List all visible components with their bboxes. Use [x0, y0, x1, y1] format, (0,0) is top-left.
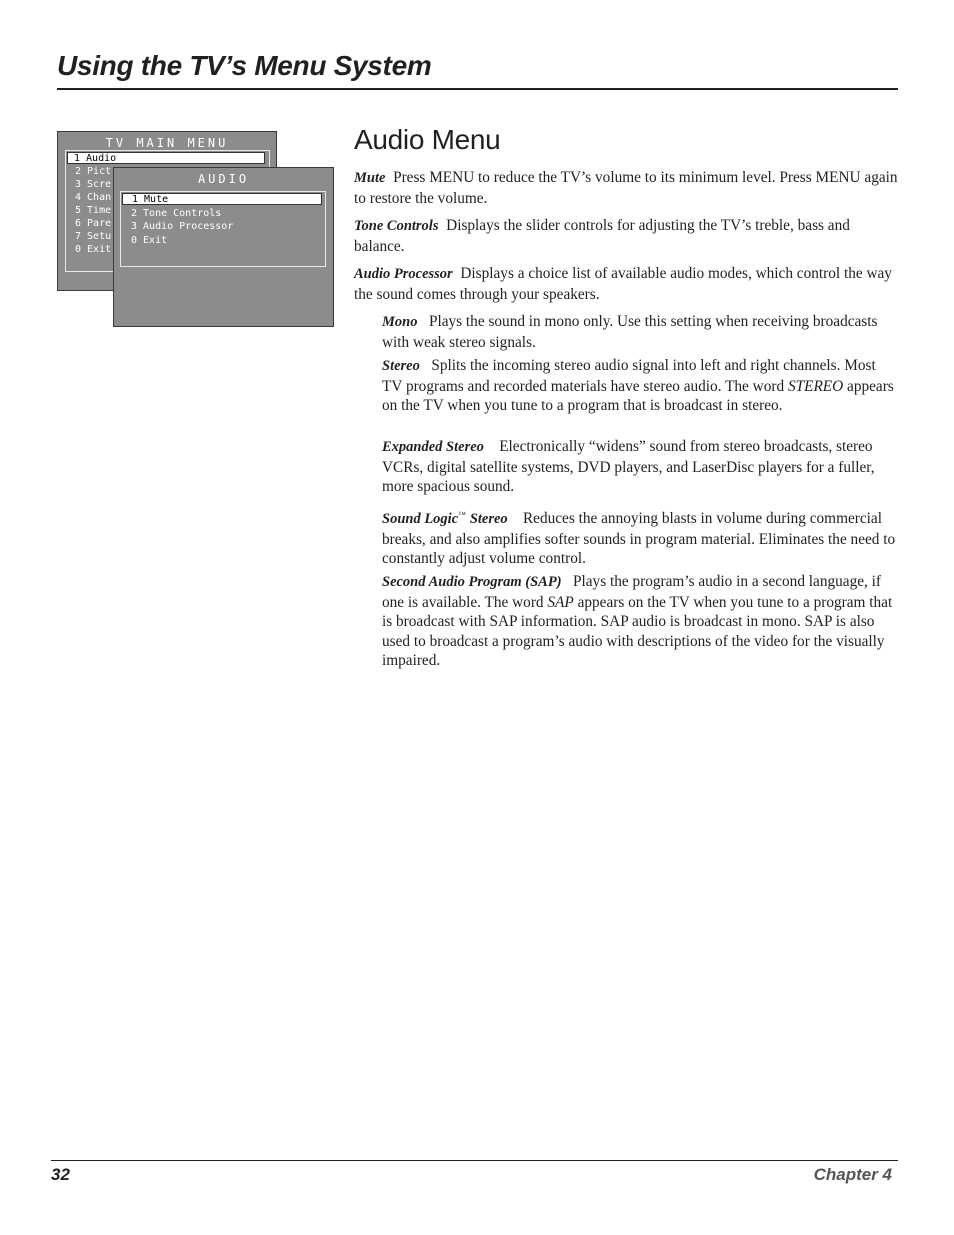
page-header-title: Using the TV’s Menu System [57, 50, 432, 81]
paragraph-audio-processor [354, 264, 899, 304]
chapter-label: Chapter 4 [813, 1165, 892, 1184]
main-menu-item: 2 Pict [75, 166, 112, 177]
term-mono: Mono [382, 314, 418, 330]
term-expanded-stereo: Expanded Stereo [382, 439, 484, 455]
main-menu-item: 7 Setu [75, 231, 112, 242]
text-mute: Press MENU to reduce the TV’s volume to its minimum level. Press MENU again to restore the volume. [354, 169, 898, 207]
paragraph-mute [354, 168, 899, 208]
text-sap-after: appears on the TV when you tune to a program that is broadcast with SAP information. SAP audio is broadcast in mono. SAP is also used to broadcast a program’s audio with descriptions of the video for the visually impaired. [382, 593, 893, 669]
text-stereo-after: appears on the TV when you tune to a program that is broadcast in stereo. [382, 377, 894, 414]
term-sap: Second Audio Program (SAP) [382, 574, 562, 590]
text-sap-before: Plays the program’s audio in a second language, if one is available. The word [382, 573, 881, 611]
paragraph-sap [382, 572, 899, 671]
audio-menu-item: 2 Tone Controls [131, 208, 222, 219]
main-menu-item: 5 Time [75, 205, 112, 216]
text-expanded-stereo: Electronically “widens” sound from stereo broadcasts, stereo VCRs, digital satellite systems, DVD players, and LaserDisc players for a fuller, more spacious sound. [382, 438, 875, 495]
header-divider [57, 88, 898, 90]
paragraph-sound-logic [382, 505, 899, 569]
tv-main-menu-title: TV MAIN MENU [105, 136, 229, 150]
paragraph-tone-controls [354, 216, 899, 256]
page-number: 32 [51, 1165, 70, 1184]
word-stereo: STEREO [787, 377, 844, 395]
section-title: Audio Menu [354, 124, 501, 155]
audio-menu-item: 3 Audio Processor [131, 221, 234, 232]
main-menu-item: 4 Chan [75, 192, 112, 203]
term-sound-logic-stereo: Stereo [469, 511, 508, 528]
main-menu-item: 3 Scre [75, 179, 112, 190]
main-menu-item: 6 Pare [75, 218, 112, 229]
trademark-symbol: ™ [458, 510, 466, 519]
text-sound-logic: Reduces the annoying blasts in volume during commercial breaks, and also amplifies softer sounds in program material. Eliminates the need to constantly adjust volume control. [382, 510, 896, 568]
text-audio-processor: Displays a choice list of available audio modes, which control the way the sound comes through your speakers. [354, 265, 892, 303]
audio-menu-list [120, 191, 326, 267]
text-mono: Plays the sound in mono only. Use this setting when receiving broadcasts with weak stereo signals. [382, 313, 878, 351]
paragraph-expanded-stereo [382, 437, 899, 497]
term-sound-logic: Sound Logic [382, 511, 459, 528]
main-menu-item: 1 Audio [67, 152, 265, 164]
word-sap: SAP [547, 593, 574, 611]
audio-menu-item: 1 Mute [122, 193, 322, 205]
term-audio-processor: Audio Processor [354, 266, 453, 282]
audio-menu-illustration [113, 167, 334, 327]
text-tone-controls: Displays the slider controls for adjusting the TV’s treble, bass and balance. [354, 217, 850, 255]
audio-menu-title: AUDIO [197, 172, 250, 186]
term-stereo: Stereo [382, 358, 420, 374]
term-tone-controls: Tone Controls [354, 218, 439, 234]
footer-divider [51, 1160, 898, 1161]
paragraph-stereo [382, 356, 899, 416]
term-mute: Mute [354, 170, 386, 186]
text-stereo-before: Splits the incoming stereo audio signal into left and right channels. Most TV programs and recorded materials have stereo audio. The word [382, 357, 876, 395]
paragraph-mono [382, 312, 899, 352]
audio-menu-item: 0 Exit [131, 235, 168, 246]
main-menu-item: 0 Exit [75, 244, 112, 255]
